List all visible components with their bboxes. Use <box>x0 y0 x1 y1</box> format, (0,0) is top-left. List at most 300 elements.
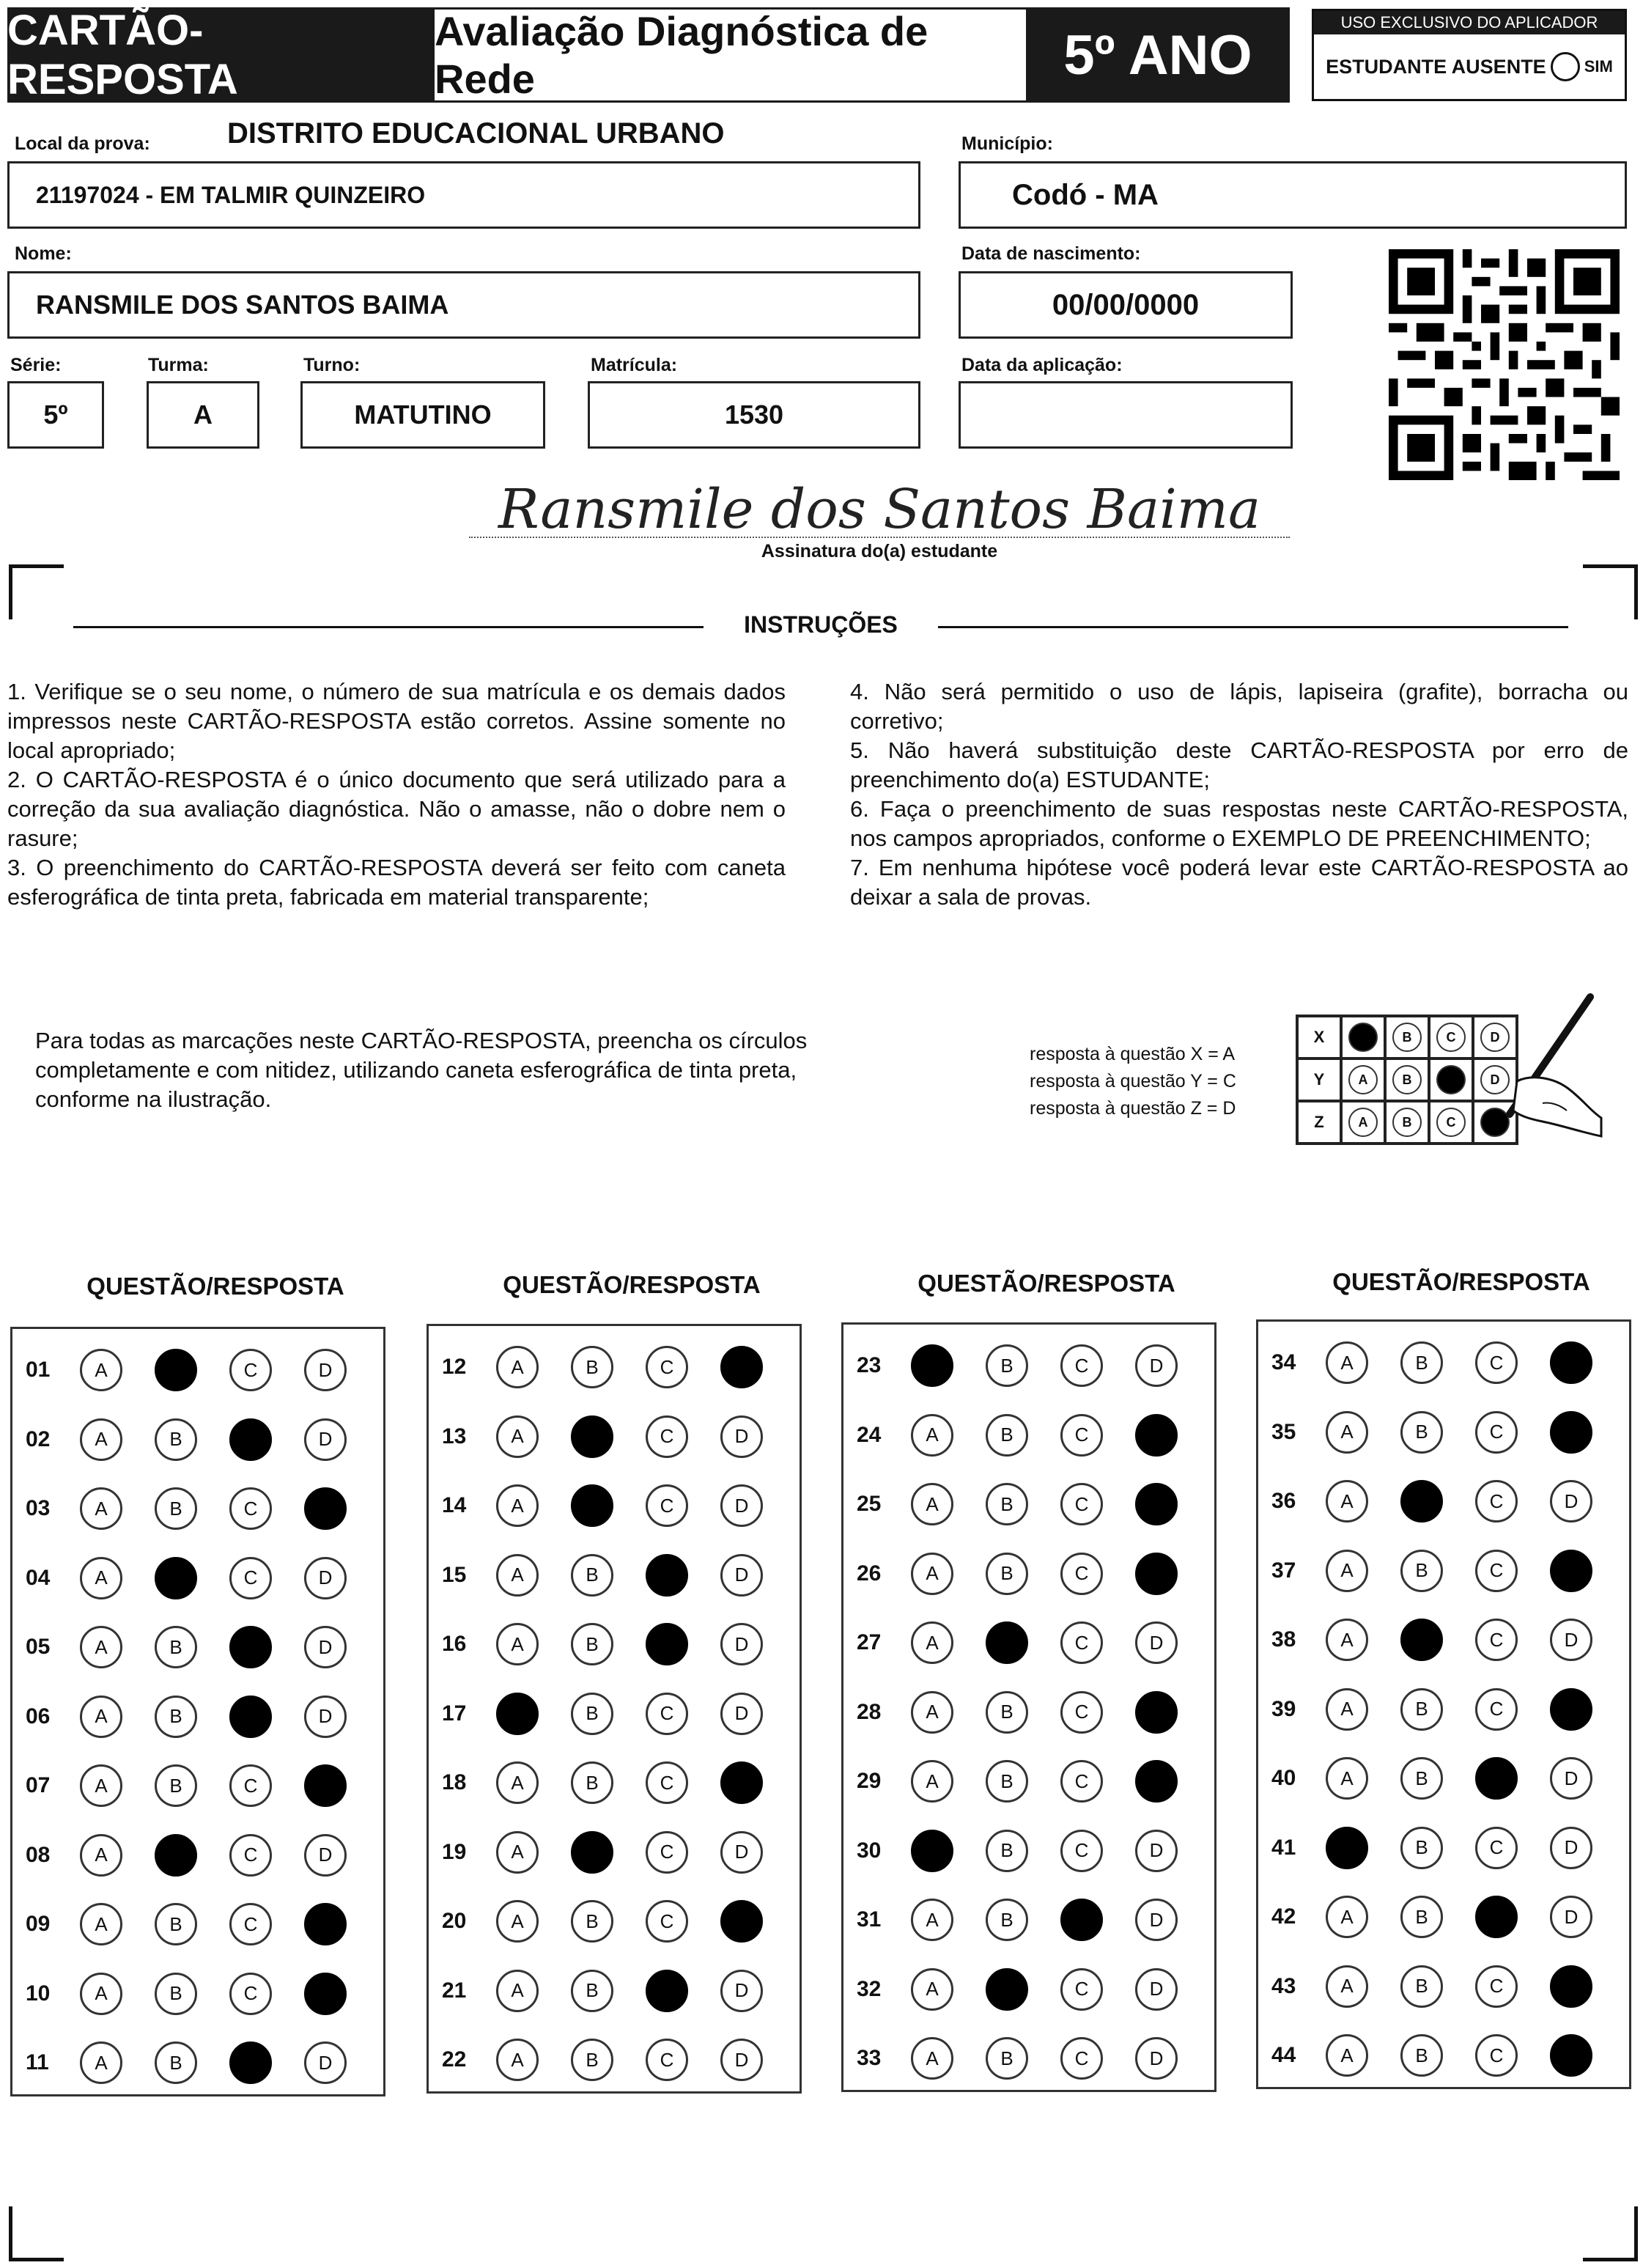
answers-title-4: QUESTÃO/RESPOSTA <box>1332 1268 1590 1295</box>
nome-label: Nome: <box>15 243 72 264</box>
answer-bubble-c[interactable]: C <box>1060 2037 1103 2080</box>
question-number: 24 <box>857 1422 882 1447</box>
nome-value: RANSMILE DOS SANTOS BAIMA <box>36 290 449 320</box>
answer-bubble-a[interactable]: A <box>911 1483 953 1525</box>
answer-bubble-d[interactable]: D <box>1135 1691 1178 1734</box>
answer-bubble-a[interactable]: A <box>496 1623 539 1665</box>
question-row <box>843 1817 1210 1885</box>
answer-bubble-d[interactable]: D <box>1135 1830 1178 1872</box>
answer-bubble-a[interactable]: A <box>911 1968 953 2011</box>
question-number: 23 <box>857 1353 882 1377</box>
answer-bubble-b[interactable]: B <box>1400 1896 1443 1938</box>
question-number: 20 <box>442 1909 467 1933</box>
answer-bubble-a[interactable]: A <box>80 1834 122 1877</box>
answer-bubble-a[interactable]: A <box>80 1557 122 1599</box>
question-number: 22 <box>442 2047 467 2072</box>
answer-bubble-b[interactable]: B <box>1400 1480 1443 1523</box>
answer-bubble-b[interactable]: B <box>155 1696 197 1738</box>
answer-bubble-a[interactable]: A <box>80 1764 122 1807</box>
question-row <box>843 1540 1210 1608</box>
answer-bubble-d[interactable]: D <box>1550 1688 1592 1731</box>
question-row <box>12 1960 379 2028</box>
answer-bubble-d[interactable]: D <box>304 1973 347 2015</box>
turno-field <box>300 381 545 449</box>
answer-bubble-d[interactable]: D <box>720 2039 763 2081</box>
answer-bubble-b[interactable]: B <box>1400 1341 1443 1384</box>
answer-bubble-b[interactable]: B <box>986 1968 1028 2011</box>
answer-bubble-c[interactable]: C <box>646 1346 688 1388</box>
question-number: 41 <box>1271 1835 1296 1860</box>
answer-bubble-b[interactable]: B <box>571 1831 613 1874</box>
instruction-2: 2. O CARTÃO-RESPOSTA é o único documento que será utilizado para a correção da sua avaliação diagnóstica. Não o amasse, não o dobre nem o rasure; <box>7 767 786 851</box>
answer-bubble-c[interactable]: C <box>646 1900 688 1943</box>
answer-bubble-c[interactable]: C <box>1475 1341 1518 1384</box>
answer-bubble-a[interactable]: A <box>80 1487 122 1530</box>
answer-bubble-c[interactable]: C <box>1060 1621 1103 1664</box>
answer-bubble-c[interactable]: C <box>1475 1896 1518 1938</box>
answer-bubble-a[interactable]: A <box>911 2037 953 2080</box>
answer-bubble-c[interactable]: C <box>229 1834 272 1877</box>
answer-bubble-b[interactable]: B <box>155 1349 197 1391</box>
question-number: 33 <box>857 2046 882 2070</box>
answer-bubble-b[interactable]: B <box>986 1899 1028 1941</box>
answer-bubble-b[interactable]: B <box>155 1487 197 1530</box>
answer-bubble-b[interactable]: B <box>571 1554 613 1597</box>
answer-bubble-a[interactable]: A <box>911 1830 953 1872</box>
answer-bubble-c[interactable]: C <box>1060 1483 1103 1525</box>
question-row <box>429 1888 795 1955</box>
frame-corner-bottom-left <box>9 2206 64 2261</box>
example-cell <box>1341 1016 1385 1058</box>
answer-bubble-a[interactable]: A <box>1326 1480 1368 1523</box>
answer-bubble-d[interactable]: D <box>1135 2037 1178 2080</box>
answer-bubble-b[interactable]: B <box>1400 1688 1443 1731</box>
answer-bubble-c[interactable]: C <box>646 1970 688 2012</box>
example-bubble-c: C <box>1436 1108 1466 1137</box>
answer-bubble-a[interactable]: A <box>1326 2034 1368 2077</box>
question-row <box>429 1472 795 1539</box>
answer-bubble-a[interactable]: A <box>1326 1341 1368 1384</box>
example-bubble-b: B <box>1392 1023 1422 1052</box>
answer-bubble-b[interactable]: B <box>571 1484 613 1527</box>
question-row <box>1258 1883 1625 1951</box>
answer-bubble-c[interactable]: C <box>229 1764 272 1807</box>
answer-bubble-b[interactable]: B <box>571 1623 613 1665</box>
answer-bubble-a[interactable]: A <box>911 1621 953 1664</box>
answer-bubble-c[interactable]: C <box>1060 1344 1103 1387</box>
example-legend <box>1030 1041 1236 1122</box>
answer-bubble-b[interactable]: B <box>155 1903 197 1945</box>
answer-bubble-a[interactable]: A <box>496 2039 539 2081</box>
answer-bubble-d[interactable]: D <box>1135 1621 1178 1664</box>
answer-bubble-b[interactable]: B <box>571 1415 613 1458</box>
answer-bubble-b[interactable]: B <box>155 1973 197 2015</box>
answer-bubble-b[interactable]: B <box>571 1346 613 1388</box>
answer-bubble-c[interactable]: C <box>1060 1760 1103 1803</box>
answer-bubble-a[interactable]: A <box>1326 1965 1368 2008</box>
instruction-1: 1. Verifique se o seu nome, o número de sua matrícula e os demais dados impressos neste CARTÃO-RESPOSTA estão corretos. Assine somente no local apropriado; <box>7 679 786 763</box>
answer-bubble-c[interactable]: C <box>646 1415 688 1458</box>
question-row <box>12 1683 379 1750</box>
answer-bubble-a[interactable]: A <box>80 2041 122 2084</box>
nascimento-value: 00/00/0000 <box>1052 288 1200 321</box>
question-number: 12 <box>442 1355 467 1379</box>
answer-bubble-b[interactable]: B <box>986 1621 1028 1664</box>
answer-bubble-c[interactable]: C <box>229 1696 272 1738</box>
turno-label: Turno: <box>303 355 361 375</box>
question-number: 40 <box>1271 1766 1296 1790</box>
answer-bubble-c[interactable]: C <box>646 1623 688 1665</box>
question-row <box>843 1402 1210 1469</box>
answer-bubble-b[interactable]: B <box>155 1557 197 1599</box>
answer-bubble-a[interactable]: A <box>911 1414 953 1457</box>
answer-bubble-a[interactable]: A <box>80 1418 122 1461</box>
answer-bubble-b[interactable]: B <box>1400 1550 1443 1592</box>
answer-bubble-c[interactable]: C <box>1475 1965 1518 2008</box>
answer-bubble-d[interactable]: D <box>720 1970 763 2012</box>
question-number: 31 <box>857 1907 882 1932</box>
example-bubble-a: A <box>1348 1065 1378 1094</box>
signature-line <box>469 537 1290 538</box>
example-cell <box>1429 1101 1473 1144</box>
answer-bubble-c[interactable]: C <box>1475 1480 1518 1523</box>
answer-bubble-a[interactable]: A <box>80 1903 122 1945</box>
question-number: 16 <box>442 1632 467 1656</box>
answer-bubble-c[interactable]: C <box>1475 1619 1518 1661</box>
answer-bubble-b[interactable]: B <box>571 1970 613 2012</box>
answer-bubble-c[interactable]: C <box>1060 1414 1103 1457</box>
answer-bubble-a[interactable]: A <box>1326 1619 1368 1661</box>
answer-bubble-b[interactable]: B <box>1400 1411 1443 1454</box>
answer-bubble-d[interactable]: D <box>1550 1965 1592 2008</box>
example-bubble-b: B <box>1392 1108 1422 1137</box>
answer-bubble-d[interactable]: D <box>304 1834 347 1877</box>
answer-bubble-d[interactable]: D <box>1135 1968 1178 2011</box>
pen-hand-icon <box>1473 993 1605 1140</box>
question-row <box>12 1822 379 1889</box>
answer-bubble-d[interactable]: D <box>1550 2034 1592 2077</box>
question-number: 37 <box>1271 1558 1296 1583</box>
example-bubble-c: C <box>1436 1023 1466 1052</box>
answer-bubble-c[interactable]: C <box>229 1418 272 1461</box>
answer-bubble-c[interactable]: C <box>229 1557 272 1599</box>
example-legend-y: resposta à questão Y = C <box>1030 1071 1236 1091</box>
answer-bubble-a[interactable]: A <box>496 1831 539 1874</box>
example-cell <box>1385 1101 1429 1144</box>
answer-bubble-c[interactable]: C <box>229 1487 272 1530</box>
answer-bubble-a[interactable]: A <box>496 1554 539 1597</box>
answer-bubble-b[interactable]: B <box>1400 1827 1443 1869</box>
answer-bubble-c[interactable]: C <box>646 1484 688 1527</box>
frame-corner-top-left <box>9 564 64 619</box>
answer-bubble-d[interactable]: D <box>1550 1757 1592 1800</box>
question-row <box>1258 1953 1625 2020</box>
answer-bubble-d[interactable]: D <box>304 1696 347 1738</box>
question-row <box>1258 1606 1625 1674</box>
answer-bubble-a[interactable]: A <box>1326 1757 1368 1800</box>
nascimento-label: Data de nascimento: <box>961 243 1141 264</box>
answer-bubble-d[interactable]: D <box>720 1761 763 1804</box>
answer-bubble-a[interactable]: A <box>1326 1827 1368 1869</box>
question-row <box>12 2029 379 2096</box>
answer-bubble-d[interactable]: D <box>304 1349 347 1391</box>
answer-bubble-c[interactable]: C <box>229 1903 272 1945</box>
answer-bubble-c[interactable]: C <box>1475 2034 1518 2077</box>
example-bubble-b: B <box>1392 1065 1422 1094</box>
question-row <box>843 1956 1210 2023</box>
answer-bubble-d[interactable]: D <box>1135 1760 1178 1803</box>
answer-bubble-b[interactable]: B <box>155 1626 197 1668</box>
answer-bubble-a[interactable]: A <box>80 1349 122 1391</box>
answer-column-3 <box>841 1322 1216 2092</box>
answer-bubble-d[interactable]: D <box>720 1346 763 1388</box>
answer-bubble-c[interactable]: C <box>1060 1553 1103 1595</box>
answer-bubble-d[interactable]: D <box>1550 1827 1592 1869</box>
answer-bubble-d[interactable]: D <box>304 1903 347 1945</box>
answer-bubble-b[interactable]: B <box>986 2037 1028 2080</box>
aplicacao-field <box>959 381 1293 449</box>
example-legend-z: resposta à questão Z = D <box>1030 1098 1236 1119</box>
instructions-right <box>850 677 1628 912</box>
answer-bubble-b[interactable]: B <box>155 1764 197 1807</box>
question-row <box>429 1333 795 1401</box>
answers-title-1: QUESTÃO/RESPOSTA <box>86 1273 344 1300</box>
question-row <box>843 1748 1210 1815</box>
question-row <box>1258 1676 1625 1743</box>
answer-bubble-a[interactable]: A <box>496 1900 539 1943</box>
answer-bubble-a[interactable]: A <box>911 1344 953 1387</box>
applicator-box <box>1312 9 1627 101</box>
question-row <box>1258 1745 1625 1812</box>
instructions-left <box>7 677 786 912</box>
answer-bubble-c[interactable]: C <box>1060 1691 1103 1734</box>
example-bubble-a: A <box>1348 1023 1378 1052</box>
answer-bubble-a[interactable]: A <box>911 1899 953 1941</box>
question-number: 19 <box>442 1839 467 1864</box>
answer-bubble-c[interactable]: C <box>1060 1830 1103 1872</box>
answer-bubble-d[interactable]: D <box>304 1626 347 1668</box>
answer-bubble-d[interactable]: D <box>304 1487 347 1530</box>
question-number: 25 <box>857 1492 882 1516</box>
answer-bubble-d[interactable]: D <box>720 1693 763 1735</box>
absent-bubble[interactable] <box>1551 52 1580 81</box>
answer-bubble-d[interactable]: D <box>1550 1550 1592 1592</box>
answer-bubble-a[interactable]: A <box>496 1970 539 2012</box>
question-number: 32 <box>857 1976 882 2001</box>
question-row <box>429 1819 795 1886</box>
question-row <box>843 2025 1210 2092</box>
answer-bubble-c[interactable]: C <box>646 1554 688 1597</box>
answer-bubble-c[interactable]: C <box>646 1761 688 1804</box>
answer-bubble-b[interactable]: B <box>155 1418 197 1461</box>
answer-bubble-d[interactable]: D <box>1135 1344 1178 1387</box>
municipio-value: Codó - MA <box>1012 178 1159 211</box>
answer-bubble-b[interactable]: B <box>986 1414 1028 1457</box>
answer-bubble-b[interactable]: B <box>986 1760 1028 1803</box>
answer-bubble-a[interactable]: A <box>911 1691 953 1734</box>
answer-bubble-d[interactable]: D <box>1550 1896 1592 1938</box>
answer-bubble-c[interactable]: C <box>1060 1899 1103 1941</box>
question-number: 36 <box>1271 1489 1296 1513</box>
answer-bubble-c[interactable]: C <box>1060 1968 1103 2011</box>
question-number: 35 <box>1271 1419 1296 1444</box>
example-bubble-d: D <box>1480 1108 1510 1137</box>
answer-bubble-a[interactable]: A <box>496 1484 539 1527</box>
question-row <box>429 1610 795 1678</box>
answer-bubble-a[interactable]: A <box>1326 1896 1368 1938</box>
answer-bubble-c[interactable]: C <box>1475 1550 1518 1592</box>
card-title: CARTÃO-RESPOSTA <box>7 7 432 103</box>
question-number: 28 <box>857 1699 882 1724</box>
answer-bubble-d[interactable]: D <box>1135 1414 1178 1457</box>
answer-bubble-b[interactable]: B <box>1400 1619 1443 1661</box>
answer-bubble-d[interactable]: D <box>720 1831 763 1874</box>
question-number: 10 <box>26 1981 51 2006</box>
question-number: 26 <box>857 1561 882 1586</box>
answers-title-3: QUESTÃO/RESPOSTA <box>918 1270 1175 1297</box>
answer-bubble-d[interactable]: D <box>720 1900 763 1943</box>
question-number: 43 <box>1271 1973 1296 1998</box>
question-row <box>429 1680 795 1748</box>
answer-bubble-a[interactable]: A <box>496 1415 539 1458</box>
matricula-value: 1530 <box>724 400 784 430</box>
question-row <box>12 1475 379 1542</box>
question-row <box>12 1406 379 1473</box>
answer-bubble-b[interactable]: B <box>1400 2034 1443 2077</box>
question-row <box>429 1957 795 2025</box>
question-number: 29 <box>857 1769 882 1793</box>
local-field <box>7 161 920 229</box>
question-row <box>429 2026 795 2094</box>
question-number: 38 <box>1271 1627 1296 1652</box>
question-number: 01 <box>26 1358 51 1382</box>
answer-bubble-b[interactable]: B <box>155 1834 197 1877</box>
exam-title: Avaliação Diagnóstica de Rede <box>432 7 1030 103</box>
answer-bubble-c[interactable]: C <box>229 1349 272 1391</box>
answer-column-2 <box>427 1324 802 2094</box>
answer-bubble-c[interactable]: C <box>646 2039 688 2081</box>
municipio-field <box>959 161 1627 229</box>
answer-bubble-d[interactable]: D <box>1135 1553 1178 1595</box>
question-number: 27 <box>857 1630 882 1654</box>
answer-column-1 <box>10 1327 385 2096</box>
answer-bubble-a[interactable]: A <box>1326 1550 1368 1592</box>
answer-bubble-c[interactable]: C <box>646 1693 688 1735</box>
answer-bubble-c[interactable]: C <box>1475 1688 1518 1731</box>
answer-bubble-b[interactable]: B <box>986 1691 1028 1734</box>
answer-bubble-d[interactable]: D <box>720 1554 763 1597</box>
answer-bubble-b[interactable]: B <box>571 1693 613 1735</box>
instruction-6: 6. Faça o preenchimento de suas respostas neste CARTÃO-RESPOSTA, nos campos apropriados, conforme o EXEMPLO DE PREENCHIMENTO; <box>850 796 1628 851</box>
applicator-label: USO EXCLUSIVO DO APLICADOR <box>1314 11 1625 34</box>
answer-bubble-a[interactable]: A <box>496 1693 539 1735</box>
answer-bubble-a[interactable]: A <box>80 1973 122 2015</box>
example-bubble-d: D <box>1480 1023 1510 1052</box>
question-row <box>1258 1814 1625 1882</box>
answer-bubble-d[interactable]: D <box>304 2041 347 2084</box>
absent-option: SIM <box>1584 57 1613 76</box>
answer-bubble-b[interactable]: B <box>571 1900 613 1943</box>
answer-bubble-b[interactable]: B <box>571 2039 613 2081</box>
answer-bubble-c[interactable]: C <box>646 1831 688 1874</box>
answer-bubble-a[interactable]: A <box>1326 1688 1368 1731</box>
answer-bubble-d[interactable]: D <box>304 1557 347 1599</box>
question-row <box>12 1613 379 1681</box>
answer-bubble-d[interactable]: D <box>1550 1480 1592 1523</box>
answer-bubble-a[interactable]: A <box>80 1626 122 1668</box>
answer-bubble-a[interactable]: A <box>496 1761 539 1804</box>
answer-bubble-c[interactable]: C <box>229 1626 272 1668</box>
answer-bubble-b[interactable]: B <box>986 1830 1028 1872</box>
aplicacao-label: Data da aplicação: <box>961 355 1123 375</box>
answer-bubble-d[interactable]: D <box>304 1418 347 1461</box>
question-row <box>843 1679 1210 1746</box>
answer-bubble-d[interactable]: D <box>720 1415 763 1458</box>
answer-bubble-a[interactable]: A <box>1326 1411 1368 1454</box>
nome-field <box>7 271 920 339</box>
answer-bubble-d[interactable]: D <box>1550 1341 1592 1384</box>
answer-bubble-c[interactable]: C <box>1475 1757 1518 1800</box>
question-number: 18 <box>442 1770 467 1794</box>
example-cell <box>1341 1101 1385 1144</box>
answer-bubble-c[interactable]: C <box>1475 1827 1518 1869</box>
answer-bubble-d[interactable]: D <box>720 1484 763 1527</box>
question-row <box>12 1544 379 1612</box>
turma-value: A <box>193 400 213 430</box>
answer-bubble-a[interactable]: A <box>496 1346 539 1388</box>
instructions-title: INSTRUÇÕES <box>744 611 898 638</box>
answer-bubble-b[interactable]: B <box>155 2041 197 2084</box>
answer-bubble-b[interactable]: B <box>986 1344 1028 1387</box>
question-row <box>429 1403 795 1470</box>
question-number: 04 <box>26 1565 51 1590</box>
answer-bubble-b[interactable]: B <box>1400 1965 1443 2008</box>
answer-bubble-d[interactable]: D <box>304 1764 347 1807</box>
example-bubble-a: A <box>1348 1108 1378 1137</box>
turno-value: MATUTINO <box>354 400 492 430</box>
answer-column-4 <box>1256 1319 1631 2089</box>
example-bubble-c: C <box>1436 1065 1466 1094</box>
answer-bubble-a[interactable]: A <box>911 1553 953 1595</box>
question-row <box>1258 1537 1625 1605</box>
absent-label: ESTUDANTE AUSENTE <box>1326 55 1546 78</box>
instruction-5: 5. Não haverá substituição deste CARTÃO-RESPOSTA por erro de preenchimento do(a) ESTUDANTE; <box>850 737 1628 792</box>
answer-bubble-d[interactable]: D <box>1550 1619 1592 1661</box>
answer-bubble-d[interactable]: D <box>720 1623 763 1665</box>
instructions-rule-right <box>938 626 1568 628</box>
answer-bubble-c[interactable]: C <box>229 2041 272 2084</box>
answer-bubble-a[interactable]: A <box>911 1760 953 1803</box>
question-number: 09 <box>26 1912 51 1936</box>
answer-bubble-b[interactable]: B <box>1400 1757 1443 1800</box>
qr-code-icon <box>1389 249 1620 480</box>
answer-bubble-d[interactable]: D <box>1550 1411 1592 1454</box>
example-row-label: X <box>1297 1016 1341 1058</box>
question-number: 39 <box>1271 1696 1296 1721</box>
answer-bubble-c[interactable]: C <box>1475 1411 1518 1454</box>
answer-bubble-b[interactable]: B <box>571 1761 613 1804</box>
answer-bubble-a[interactable]: A <box>80 1696 122 1738</box>
question-row <box>1258 1329 1625 1396</box>
answer-bubble-d[interactable]: D <box>1135 1899 1178 1941</box>
answer-bubble-d[interactable]: D <box>1135 1483 1178 1525</box>
instruction-7: 7. Em nenhuma hipótese você poderá levar este CARTÃO-RESPOSTA ao deixar a sala de provas. <box>850 855 1628 910</box>
answer-bubble-c[interactable]: C <box>229 1973 272 2015</box>
question-row <box>12 1890 379 1958</box>
question-number: 44 <box>1271 2043 1296 2067</box>
answer-bubble-b[interactable]: B <box>986 1483 1028 1525</box>
answer-bubble-b[interactable]: B <box>986 1553 1028 1595</box>
